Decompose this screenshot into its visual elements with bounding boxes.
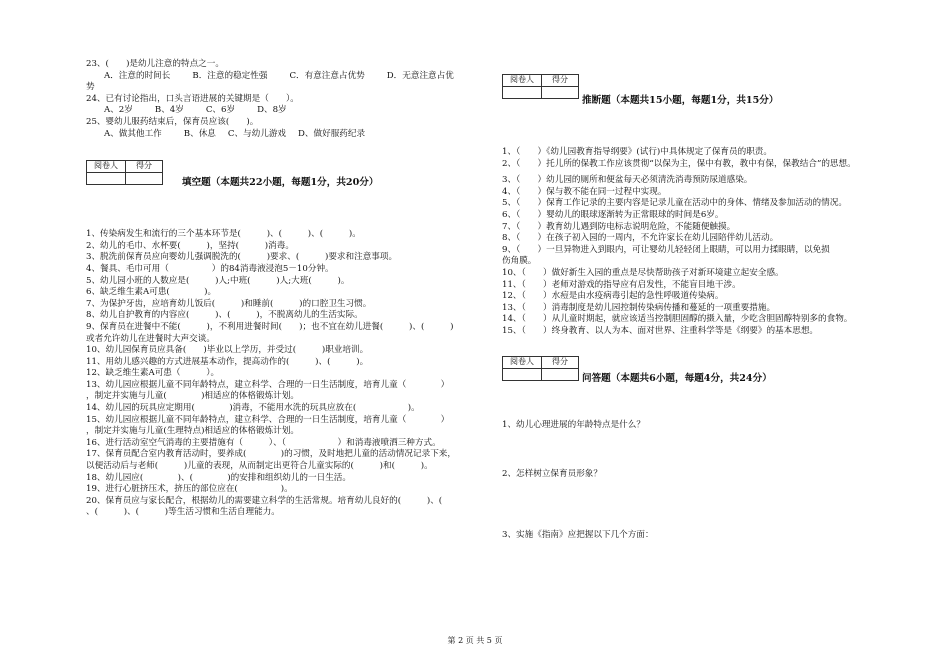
option-b: B、4岁: [154, 105, 184, 116]
judge-line: 6、（ ）婴幼儿的眼球逐渐转为正常眼球的时间是6岁。: [502, 209, 724, 220]
fill-line: 14、幼儿园的玩具应定期用( )消毒，不能用水洗的玩具应放在( )。: [86, 403, 420, 414]
fill-line: 15、幼儿园应根据儿童不同年龄特点，建立科学、合理的一日生活制度，培育儿童（ ）: [86, 414, 450, 425]
grader-cell: [503, 87, 542, 99]
question-23-options: [86, 71, 488, 83]
question-25-stem: 25、婴幼儿服药结束后，保育员应该( )。: [86, 116, 259, 127]
fill-line: 6、缺乏维生素A可患( )。: [86, 287, 217, 298]
fill-line: 以便活动后与老师( )儿童的表现，从而制定出更符合儿童实际的( )和( )。: [86, 461, 433, 472]
score-cell: [542, 87, 579, 99]
option-a: A、2岁: [104, 105, 133, 116]
fill-line: 13、幼儿园应根据儿童不同年龄特点，建立科学、合理的一日生活制度，培育儿童（ ）: [86, 379, 450, 390]
judge-section-header: [502, 74, 902, 114]
score-box: [502, 74, 579, 99]
judge-line: 9、（ ）一旦异物进入到眼内，可让婴幼儿轻轻闭上眼睛，可以用力揉眼睛，以免损: [502, 244, 830, 255]
qa-question-2: 2、怎样树立保育员形象？: [502, 469, 602, 480]
fill-line: 9、保育员在进餐中不能( )，不利用进餐时间( )；也不宜在幼儿进餐( )、( ): [86, 321, 454, 332]
grader-cell: [87, 173, 126, 185]
option-d: D．无意注意占优: [386, 70, 454, 81]
judge-line: 12、（ ）水痘是由水疫病毒引起的急性呼吸道传染病。: [502, 291, 724, 302]
qa-section-header: [502, 356, 902, 396]
question-24-options: [86, 105, 488, 117]
judge-line: 13、（ ）消毒制度是幼儿园控制传染病传播和蔓延的一项重要措施。: [502, 302, 776, 313]
option-a: A．注意的时间长: [104, 70, 171, 81]
grader-label: 阅卷人: [87, 161, 126, 173]
grader-cell: [503, 368, 542, 380]
fill-line: 16、进行活动室空气消毒的主要措施有（ ）、（ ）和消毒液喷洒三种方式。: [86, 437, 441, 448]
score-label: 得分: [542, 356, 579, 368]
fill-line: ，制定并实施与儿童( )相适应的体格锻炼计划。: [86, 391, 299, 402]
fill-line: 1、传染病发生和流行的三个基本环节是( )、( )、( )。: [86, 229, 361, 240]
score-label: 得分: [542, 75, 579, 87]
right-column: [502, 74, 902, 541]
score-label: 得分: [126, 161, 163, 173]
judge-line: 4、（ ）保与教不能在同一过程中实现。: [502, 186, 667, 197]
judge-line: 7、（ ）教育幼儿遇到防电标志说明危险，不能随便触摸。: [502, 221, 736, 232]
fill-line: 3、脱洗前保育员应向婴幼儿强调脱洗的( )要求、( )要求和注意事项。: [86, 252, 398, 263]
grader-label: 阅卷人: [503, 75, 542, 87]
qa-question-3: 3、实施《指南》应把握以下几个方面：: [502, 529, 654, 540]
fill-line: 8、幼儿自护教育的内容应( )、( )，不脱离幼儿的生活实际。: [86, 310, 363, 321]
judge-line: 3、（ ）幼儿园的厕所和便盆每天必须清洗消毒预防尿道感染。: [502, 175, 753, 186]
option-c: C．有意注意占优势: [289, 70, 365, 81]
fill-questions: [86, 229, 488, 519]
score-box: [86, 160, 163, 185]
fill-line: 5、幼儿园小班的人数应是( )人;中班( )人;大班( )。: [86, 275, 350, 286]
fill-section-title: 填空题（本题共22小题，每题1分，共20分）: [182, 177, 379, 189]
grader-label: 阅卷人: [503, 356, 542, 368]
judge-section-title: 推断题（本题共15小题，每题1分，共15分）: [582, 95, 779, 106]
fill-section-header: [86, 160, 488, 200]
judge-line: 14、（ ）从儿童时期起，就应该适当控制胆固醇的摄入量，少吃含胆固醇特别多的食物。: [502, 314, 853, 325]
fill-line: 7、为保护牙齿，应培育幼儿饭后( )和睡前( )的口腔卫生习惯。: [86, 298, 372, 309]
qa-section-title: 问答题（本题共6小题，每题4分，共24分）: [582, 372, 772, 384]
score-cell: [126, 173, 163, 185]
option-a: A、做其他工作: [104, 128, 162, 139]
judge-line: 11、（ ）老师对游戏的指导应有启发性，不能盲目地干涉。: [502, 279, 741, 290]
question-24-stem: 24、已有讨论指出，口头言语进展的关键期是（ ）。: [86, 93, 299, 104]
question-25-options: [86, 129, 488, 141]
fill-line: 19、进行心脏挤压术，挤压的部位应在( )。: [86, 484, 293, 495]
option-d: D、8岁: [257, 105, 287, 116]
judge-line: 1、（ ）《幼儿园教育指导纲要》(试行)中具体规定了保育员的职责。: [502, 147, 772, 157]
option-b: B、休息: [183, 128, 216, 139]
page-footer: 第 2 页 共 5 页: [447, 636, 503, 645]
score-cell: [542, 368, 579, 380]
fill-line: 11、用幼儿感兴趣的方式进展基本动作，提高动作的( )、( )。: [86, 356, 369, 367]
fill-line: 或者允许幼儿在进餐时大声交谈。: [86, 333, 215, 344]
judge-line: 8、（ ）在孩子初入园的一周内，不允许家长在幼儿园陪伴幼儿活动。: [502, 233, 779, 244]
option-c: C、6岁: [205, 105, 236, 116]
fill-line: 18、幼儿园应( )、( )的安排和组织幼儿的一日生活。: [86, 472, 351, 483]
fill-line: 、( )、( )等生活习惯和生活自理能力。: [86, 507, 280, 518]
option-b: B．注意的稳定性强: [192, 70, 268, 81]
fill-line: 20、保育员应与家长配合，根据幼儿的需要建立科学的生活常规。培育幼儿良好的( )、(: [86, 495, 468, 506]
judge-line: 5、（ ）保育工作记录的主要内容是记录儿童在活动中的身体、情绪及参加活动的情况。: [502, 198, 847, 209]
question-23-stem: 23、( )是幼儿注意的特点之一。: [86, 59, 224, 69]
judge-line: 10、（ ）做好新生入园的重点是尽快帮助孩子对新环境建立起安全感。: [502, 267, 784, 278]
question-23-wrap: 势: [86, 82, 95, 93]
left-column: [86, 59, 488, 519]
fill-line: ，制定并实施与儿童(生理特点)相适应的体格锻炼计划。: [86, 426, 299, 437]
judge-line: 伤角膜。: [502, 256, 537, 267]
fill-line: 4、餐具、毛巾可用（ ）的84消毒液浸泡5－10分钟。: [86, 263, 334, 274]
fill-line: 10、幼儿园保育员应具备( )毕业以上学历，并受过( )职业培训。: [86, 345, 369, 356]
judge-line: 15、（ ）终身教育、以人为本、面对世界、注重科学等是《纲要》的基本思想。: [502, 325, 819, 336]
judge-questions: [502, 147, 902, 338]
fill-line: 17、保育员配合室内教育活动时，要养成( )的习惯，及时地把儿童的活动情况记录下来，: [86, 449, 456, 460]
option-c: C、与幼儿游戏: [227, 128, 287, 139]
fill-line: 12、缺乏维生素A可患（ ）。: [86, 368, 220, 379]
option-d: D、做好服药纪录: [298, 128, 366, 139]
fill-line: 2、幼儿的毛巾、水杯要( )，坚持( )消毒。: [86, 240, 294, 251]
score-box: [502, 356, 579, 381]
qa-question-1: 1、幼儿心理进展的年龄特点是什么？: [502, 419, 645, 430]
judge-line: 2、（ ）托儿所的保教工作应该贯彻“以保为主，保中有教，教中有保，保教结合”的思想。: [502, 158, 856, 169]
